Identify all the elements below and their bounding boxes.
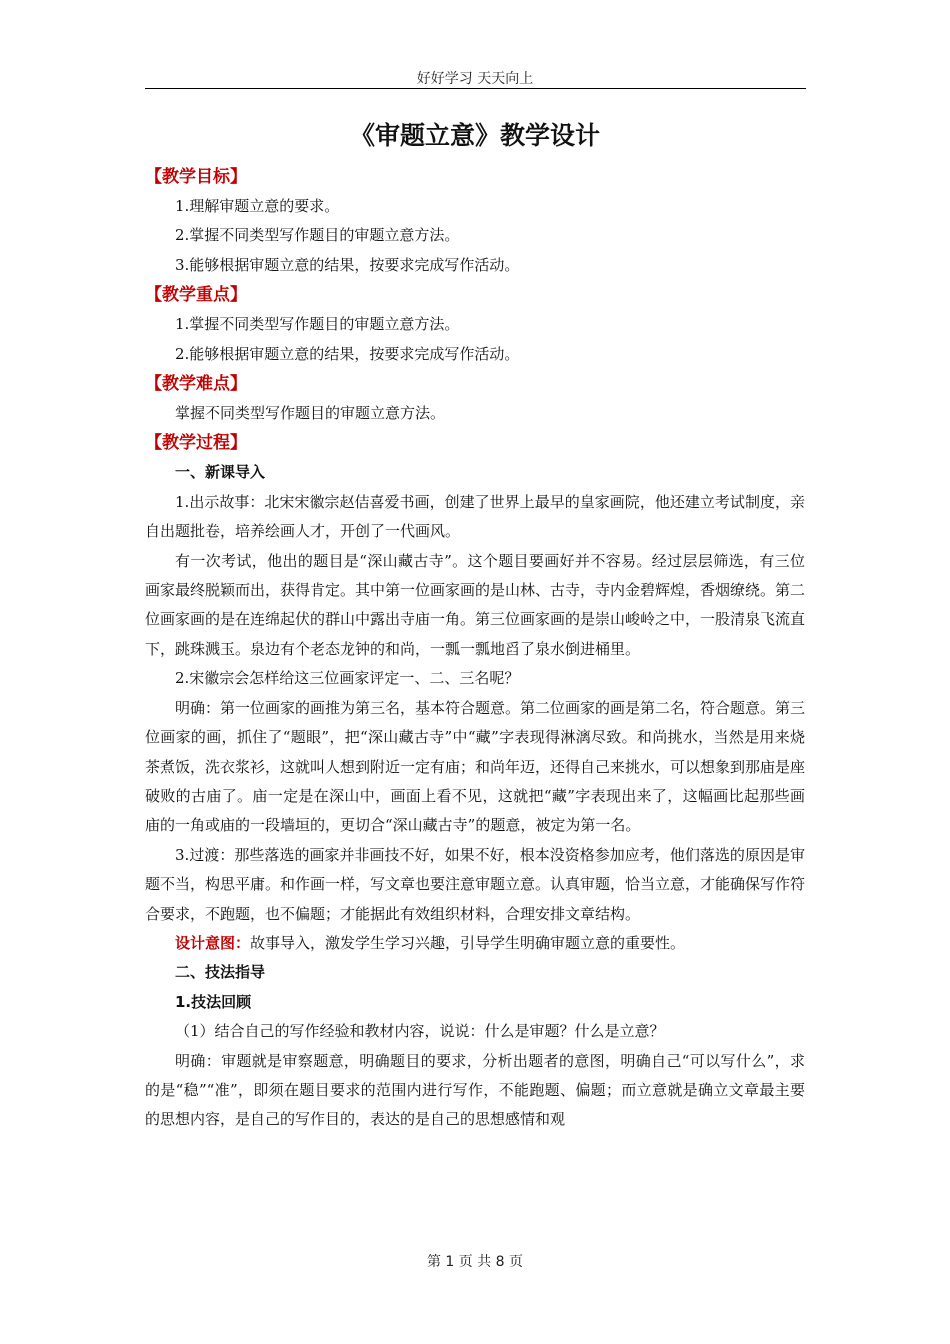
section-heading-key-points: 【教学重点】 [145, 285, 247, 306]
page-title: 《审题立意》教学设计 [349, 121, 600, 150]
paragraph: 明确：审题就是审察题意，明确题目的要求，分析出题者的意图，明确自己“可以写什么”，求的是“稳”“准”，即须在题目要求的范围内进行写作，不能跑题、偏题；而立意就是确立文章最主要的思想内容，是自己的写作目的，表达的是自己的思想感情和观 [145, 1051, 805, 1129]
section-heading-goals: 【教学目标】 [145, 167, 247, 187]
paragraph: 1.出示故事：北宋宋徽宗赵佶喜爱书画，创建了世界上最早的皇家画院，他还建立考试制度，亲自出题批卷，培养绘画人才，开创了一代画风。 [145, 492, 805, 541]
paragraph: 2.宋徽宗会怎样给这三位画家评定一、二、三名呢？ [175, 669, 520, 688]
paragraph: （1）结合自己的写作经验和教材内容，说说：什么是审题？什么是立意？ [175, 1022, 665, 1041]
document-body [145, 162, 805, 1135]
key-point-item: 2.能够根据审题立意的结果，按要求完成写作活动。 [175, 344, 520, 363]
part-title-technique: 二、技法指导 [175, 963, 266, 982]
subsection-title-review: 1.技法回顾 [175, 992, 252, 1011]
header-rule [145, 88, 806, 89]
difficulty-item: 掌握不同类型写作题目的审题立意方法。 [175, 404, 446, 423]
design-intent-text: 故事导入，激发学生学习兴趣，引导学生明确审题立意的重要性。 [250, 933, 686, 952]
goal-item: 1.理解审题立意的要求。 [175, 197, 340, 215]
part-title-intro: 一、新课导入 [175, 463, 266, 482]
paragraph: 3.过渡：那些落选的画家并非画技不好，如果不好，根本没资格参加应考，他们落选的原因是审题不当，构思平庸。和作画一样，写文章也要注意审题立意。认真审题，恰当立意，才能确保写作符合要求，不跑题，也不偏题；才能据此有效组织材料，合理安排文章结构。 [145, 845, 806, 923]
paragraph: 明确：第一位画家的画推为第三名，基本符合题意。第二位画家的画是第二名，符合题意。第三位画家的画，抓住了“题眼”，把“深山藏古寺”中“藏”字表现得淋漓尽致。和尚挑水，当然是用来烧茶煮饭，洗衣浆衫，这就叫人想到附近一定有庙；和尚年迈，还得自己来挑水，可以想象到那庙是座破败的古庙了。庙一定是在深山中，画面上看不见，这就把“藏”字表现出来了，这幅画比起那些画庙的一角或庙的一段墙垣的，更切合“深山藏古寺”的题意，被定为第一名。 [145, 698, 806, 835]
section-heading-process: 【教学过程】 [145, 433, 247, 454]
goal-item: 2.掌握不同类型写作题目的审题立意方法。 [175, 226, 460, 245]
design-intent-label: 设计意图： [175, 933, 251, 952]
key-point-item: 1.掌握不同类型写作题目的审题立意方法。 [175, 315, 460, 334]
paragraph: 有一次考试，他出的题目是“深山藏古寺”。这个题目要画好并不容易。经过层层筛选，有三位画家最终脱颖而出，获得肯定。其中第一位画家画的是山林、古寺，寺内金碧辉煌，香烟缭绕。第二位画家画的是在连绵起伏的群山中露出寺庙一角。第三位画家画的是崇山峻岭之中，一股清泉飞流直下，跳珠溅玉。泉边有个老态龙钟的和尚，一瓢一瓢地舀了泉水倒进桶里。 [145, 551, 806, 658]
page-number-footer: 第 1 页 共 8 页 [426, 1254, 524, 1270]
running-header: 好好学习 天天向上 [416, 71, 534, 87]
section-heading-difficulty: 【教学难点】 [145, 374, 247, 395]
design-intent [145, 929, 805, 958]
goal-item: 3.能够根据审题立意的结果，按要求完成写作活动。 [175, 255, 520, 274]
